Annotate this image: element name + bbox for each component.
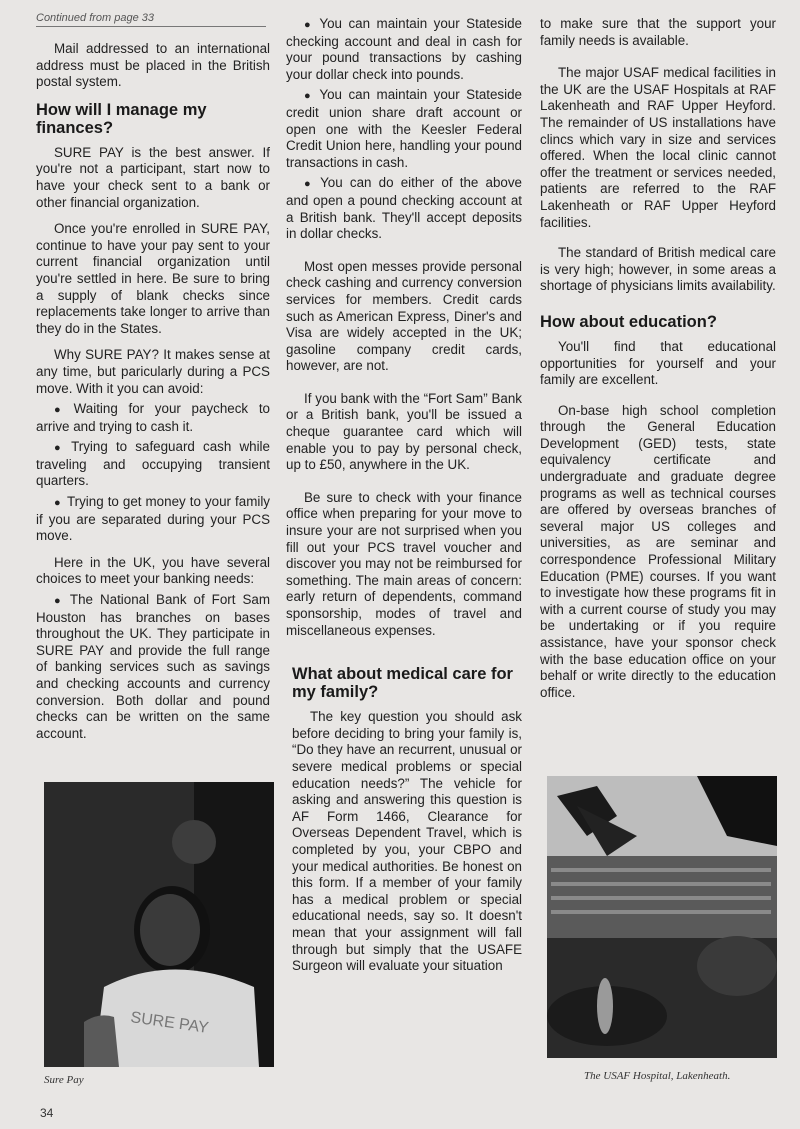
caption-sure-pay: Sure Pay bbox=[44, 1074, 84, 1086]
column-2 bbox=[286, 16, 522, 985]
bullet-item: ● You can maintain your Stateside credit union share draft account or open one with the Keesler Federal Credit Union here, handling your pound transactions in cash. bbox=[286, 87, 522, 170]
column-1 bbox=[36, 12, 270, 746]
bullet-item: ● You can maintain your Stateside checking account and deal in cash for your pound transactions by cashing your dollar check into pounds. bbox=[286, 16, 522, 82]
shirt-text: SURE PAY bbox=[129, 1009, 210, 1037]
bullet-icon: ● bbox=[54, 595, 64, 608]
heading-medical: What about medical care for my family? bbox=[292, 665, 513, 702]
paragraph: If you bank with the “Fort Sam” Bank or a British bank, you'll be issued a cheque guarantee card which will enable you to pay by personal check, up to £50, anywhere in the UK. bbox=[286, 390, 522, 473]
paragraph: The key question you should ask before deciding to bring your family is, “Do they have an recurrent, unusual or severe medical problems or special education needs?” The vehicle for asking and answering this question is AF Form 1466, Clearance for Overseas Dependent Travel, which is completed by you, your CBPO and your medical authorities. Be honest on this form. If a member of your family has a medical problem or special educational needs, say so. It doesn't mean that your assignment will fall through but simply that the USAFE Surgeon will evaluate your situation bbox=[292, 709, 522, 974]
paragraph: SURE PAY is the best answer. If you're not a participant, start now to have your check sent to a bank or other financial organization. bbox=[36, 144, 270, 210]
bullet-item: ● You can do either of the above and open a pound checking account at a British bank. They'll accept deposits in dollar checks. bbox=[286, 175, 522, 242]
photo-sure-pay bbox=[44, 782, 274, 1067]
photo-hospital bbox=[547, 776, 777, 1058]
paragraph: Here in the UK, you have several choices to meet your banking needs: bbox=[36, 554, 270, 587]
bullet-icon: ● bbox=[54, 404, 68, 417]
continued-note: Continued from page 33 bbox=[36, 12, 266, 27]
paragraph: Once you're enrolled in SURE PAY, continue to have your pay sent to your current financial organization until you're settled in here. Be sure to bring a supply of blank checks since replacements take longer to arrive than they do in the States. bbox=[36, 221, 270, 336]
paragraph: Be sure to check with your finance office when preparing for your move to insure your are not surprised when you fill out your PCS travel voucher and discover you may not be reimbursed for something. The main areas of concern: early return of dependents, command sponsorship, modes of travel and miscellaneous expenses. bbox=[286, 489, 522, 638]
bullet-icon: ● bbox=[54, 497, 61, 510]
bullet-item: ● Trying to get money to your family if you are separated during your PCS move. bbox=[36, 494, 270, 544]
caption-hospital: The USAF Hospital, Lakenheath. bbox=[584, 1070, 731, 1082]
bullet-item: ● Trying to safeguard cash while traveling and occupying transient quarters. bbox=[36, 439, 270, 489]
paragraph: The major USAF medical facilities in the UK are the USAF Hospitals at RAF Lakenheath and RAF Upper Heyford. The remainder of US installations have clincs which vary in size and services offered. When the local clinic cannot offer the treatment or services needed, patients are referred to the RAF Lakenheath or RAF Upper Heyford facilities. bbox=[540, 65, 776, 230]
page-number: 34 bbox=[40, 1106, 54, 1120]
paragraph: Why SURE PAY? It makes sense at any time, but paricularly during a PCS move. With it you can avoid: bbox=[36, 347, 270, 396]
bullet-item: ● The National Bank of Fort Sam Houston has branches on bases throughout the UK. They participate in SURE PAY and provide the full range of banking services such as savings and checking accounts and currency conversion. Both dollar and pound checks can be written on the same account. bbox=[36, 592, 270, 741]
bullet-icon: ● bbox=[304, 178, 315, 191]
paragraph: The standard of British medical care is very high; however, in some areas a shortage of physicians limits availability. bbox=[540, 245, 776, 294]
bullet-icon: ● bbox=[304, 90, 314, 103]
paragraph: Mail addressed to an international address must be placed in the British postal system. bbox=[36, 41, 270, 90]
bullet-item: ● Waiting for your paycheck to arrive and trying to cash it. bbox=[36, 401, 270, 434]
bullet-icon: ● bbox=[304, 19, 314, 31]
paragraph: Most open messes provide personal check cashing and currency conversion services for members. Credit cards such as American Express, Diner's and Visa are widely accepted in the UK; gasoline company credit cards, however, are not. bbox=[286, 258, 522, 374]
paragraph: On-base high school completion through the General Education Development (GED) tests, state equivalency certificate and undergraduate and graduate degree programs as well as technical courses are offered by overseas branches of several major US colleges and universities, as are seminar and correspondence Professional Military Education (PME) courses. If you want to investigate how these programs fit in with a current course of study you may be undertaking or if you require assistance, have your sponsor check with the base education office on your behalf or write directly to the education office. bbox=[540, 402, 776, 700]
photo-hospital-scene bbox=[547, 776, 777, 1058]
heading-education: How about education? bbox=[540, 312, 717, 331]
bullet-icon: ● bbox=[54, 442, 66, 455]
column-3 bbox=[540, 16, 776, 711]
paragraph: You'll find that educational opportunities for yourself and your family are excellent. bbox=[540, 338, 776, 388]
heading-finances: How will I manage my finances? bbox=[36, 100, 207, 137]
photo-sure-pay-figure bbox=[44, 782, 274, 1067]
paragraph: to make sure that the support your family needs is available. bbox=[540, 16, 776, 48]
